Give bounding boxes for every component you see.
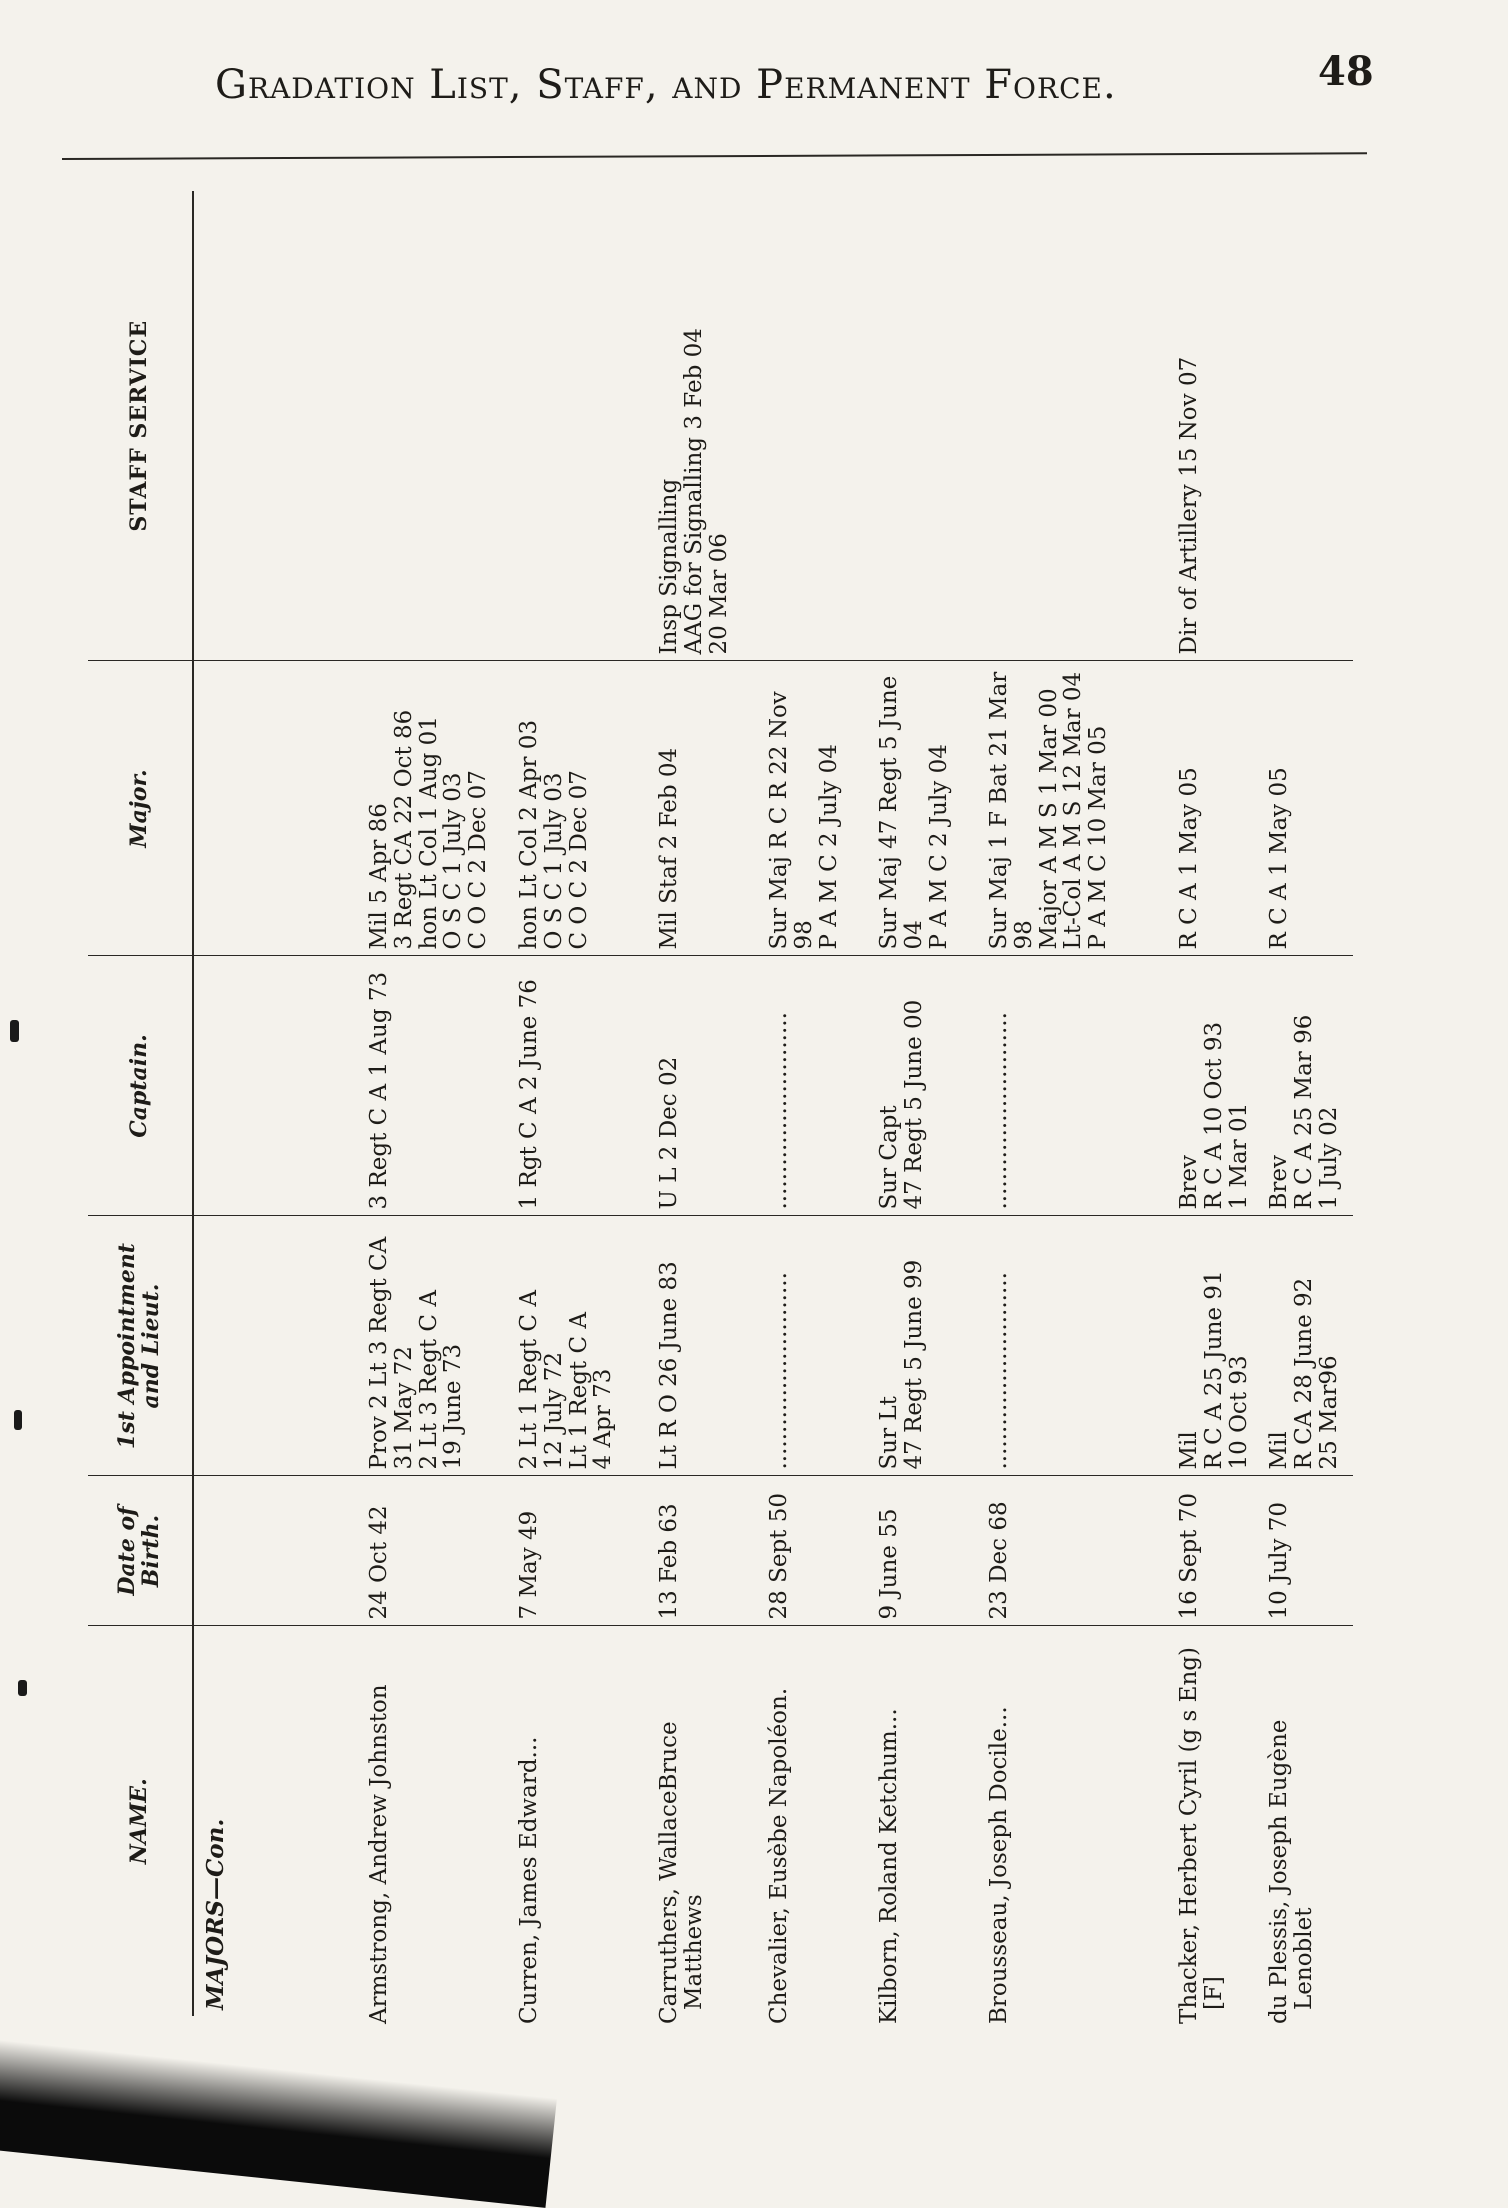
section-label: MAJORS—Con. bbox=[193, 1626, 363, 2016]
major-cell: Mil Staf 2 Feb 04 bbox=[653, 661, 763, 956]
scan-margin-mark bbox=[18, 1680, 27, 1696]
captain-cell: Sur Capt 47 Regt 5 June 00 bbox=[873, 956, 983, 1216]
first-appointment-cell: ........................... bbox=[983, 1216, 1173, 1476]
column-header-date-of-birth: Date of Birth. bbox=[88, 1476, 193, 1626]
name-cell: Curren, James Edward... bbox=[513, 1626, 653, 2016]
table-row bbox=[1173, 191, 1263, 2016]
captain-cell: ........................... bbox=[763, 956, 873, 1216]
scan-margin-mark bbox=[14, 1410, 22, 1430]
table-row bbox=[653, 191, 763, 2016]
first-appointment-cell: Mil R CA 28 June 92 25 Mar96 bbox=[1263, 1216, 1353, 1476]
table-row bbox=[363, 191, 513, 2016]
name-cell: Armstrong, Andrew Johnston bbox=[363, 1626, 513, 2016]
captain-cell: 3 Regt C A 1 Aug 73 bbox=[363, 956, 513, 1216]
table-row bbox=[513, 191, 653, 2016]
column-header-first-appointment: 1st Appointment and Lieut. bbox=[88, 1216, 193, 1476]
staff-service-date: 15 Nov 07 bbox=[1176, 356, 1202, 477]
table-header-row bbox=[88, 191, 193, 2016]
column-header-major: Major. bbox=[88, 661, 193, 956]
major-cell: Sur Maj 1 F Bat 21 Mar 98 Major A M S 1 Mar 00 Lt-Col A M S 12 Mar 04 P A M C 10 Mar 05 bbox=[983, 661, 1173, 956]
dob-cell: 7 May 49 bbox=[513, 1476, 653, 1626]
first-appointment-cell: Mil R C A 25 June 91 10 Oct 93 bbox=[1173, 1216, 1263, 1476]
captain-cell: U L 2 Dec 02 bbox=[653, 956, 763, 1216]
page-number: 48 bbox=[1318, 48, 1374, 95]
scan-margin-mark bbox=[10, 1020, 19, 1042]
major-cell: Mil 5 Apr 86 3 Regt CA 22 Oct 86 hon Lt Col 1 Aug 01 O S C 1 July 03 C O C 2 Dec 07 bbox=[363, 661, 513, 956]
major-cell: Sur Maj R C R 22 Nov 98 P A M C 2 July 04 bbox=[763, 661, 873, 956]
header-rule bbox=[62, 152, 1367, 160]
name-cell: Thacker, Herbert Cyril (g s Eng) [F] bbox=[1173, 1626, 1263, 2016]
captain-cell: ........................... bbox=[983, 956, 1173, 1216]
table-row bbox=[873, 191, 983, 2016]
table-row bbox=[983, 191, 1173, 2016]
gradation-table bbox=[88, 191, 1353, 2024]
major-cell: hon Lt Col 2 Apr 03 O S C 1 July 03 C O C 2 Dec 07 bbox=[513, 661, 653, 956]
dob-cell: 16 Sept 70 bbox=[1173, 1476, 1263, 1626]
first-appointment-cell: Sur Lt 47 Regt 5 June 99 bbox=[873, 1216, 983, 1476]
staff-service-cell: Dir of Artillery bbox=[1176, 484, 1202, 655]
first-appointment-cell: ........................... bbox=[763, 1216, 873, 1476]
dob-cell: 10 July 70 bbox=[1263, 1476, 1353, 1626]
major-cell: Sur Maj 47 Regt 5 June 04 P A M C 2 July 04 bbox=[873, 661, 983, 956]
page-title: Gradation List, Staff, and Permanent Force. bbox=[215, 62, 1117, 108]
staff-service-date: 3 Feb 04 20 Mar 06 bbox=[680, 328, 732, 655]
dob-cell: 23 Dec 68 bbox=[983, 1476, 1173, 1626]
name-cell: Brousseau, Joseph Docile... bbox=[983, 1626, 1173, 2016]
scan-shadow bbox=[0, 2040, 557, 2208]
rotated-table-container bbox=[88, 191, 1353, 2024]
name-cell: Carruthers, WallaceBruce Matthews bbox=[653, 1626, 763, 2016]
dob-cell: 9 June 55 bbox=[873, 1476, 983, 1626]
first-appointment-cell: 2 Lt 1 Regt C A 12 July 72 Lt 1 Regt C A 4 Apr 73 bbox=[513, 1216, 653, 1476]
major-cell: R C A 1 May 05 bbox=[1263, 661, 1353, 956]
column-header-staff-service: STAFF SERVICE bbox=[88, 191, 193, 661]
table-row bbox=[763, 191, 873, 2016]
first-appointment-cell: Lt R O 26 June 83 bbox=[653, 1216, 763, 1476]
captain-cell: Brev R C A 25 Mar 96 1 July 02 bbox=[1263, 956, 1353, 1216]
dob-cell: 28 Sept 50 bbox=[763, 1476, 873, 1626]
dob-cell: 24 Oct 42 bbox=[363, 1476, 513, 1626]
first-appointment-cell: Prov 2 Lt 3 Regt CA 31 May 72 2 Lt 3 Regt C A 19 June 73 bbox=[363, 1216, 513, 1476]
table-row bbox=[1263, 191, 1353, 2016]
column-header-name: NAME. bbox=[88, 1626, 193, 2016]
column-header-captain: Captain. bbox=[88, 956, 193, 1216]
name-cell: Kilborn, Roland Ketchum... bbox=[873, 1626, 983, 2016]
staff-service-cell: Insp Signalling AAG for Signalling bbox=[656, 436, 707, 655]
dob-cell: 13 Feb 63 bbox=[653, 1476, 763, 1626]
captain-cell: Brev R C A 10 Oct 93 1 Mar 01 bbox=[1173, 956, 1263, 1216]
name-cell: du Plessis, Joseph Eugène Lenoblet bbox=[1263, 1626, 1353, 2016]
section-row bbox=[193, 191, 363, 2016]
major-cell: R C A 1 May 05 bbox=[1173, 661, 1263, 956]
name-cell: Chevalier, Eusèbe Napoléon. bbox=[763, 1626, 873, 2016]
captain-cell: 1 Rgt C A 2 June 76 bbox=[513, 956, 653, 1216]
